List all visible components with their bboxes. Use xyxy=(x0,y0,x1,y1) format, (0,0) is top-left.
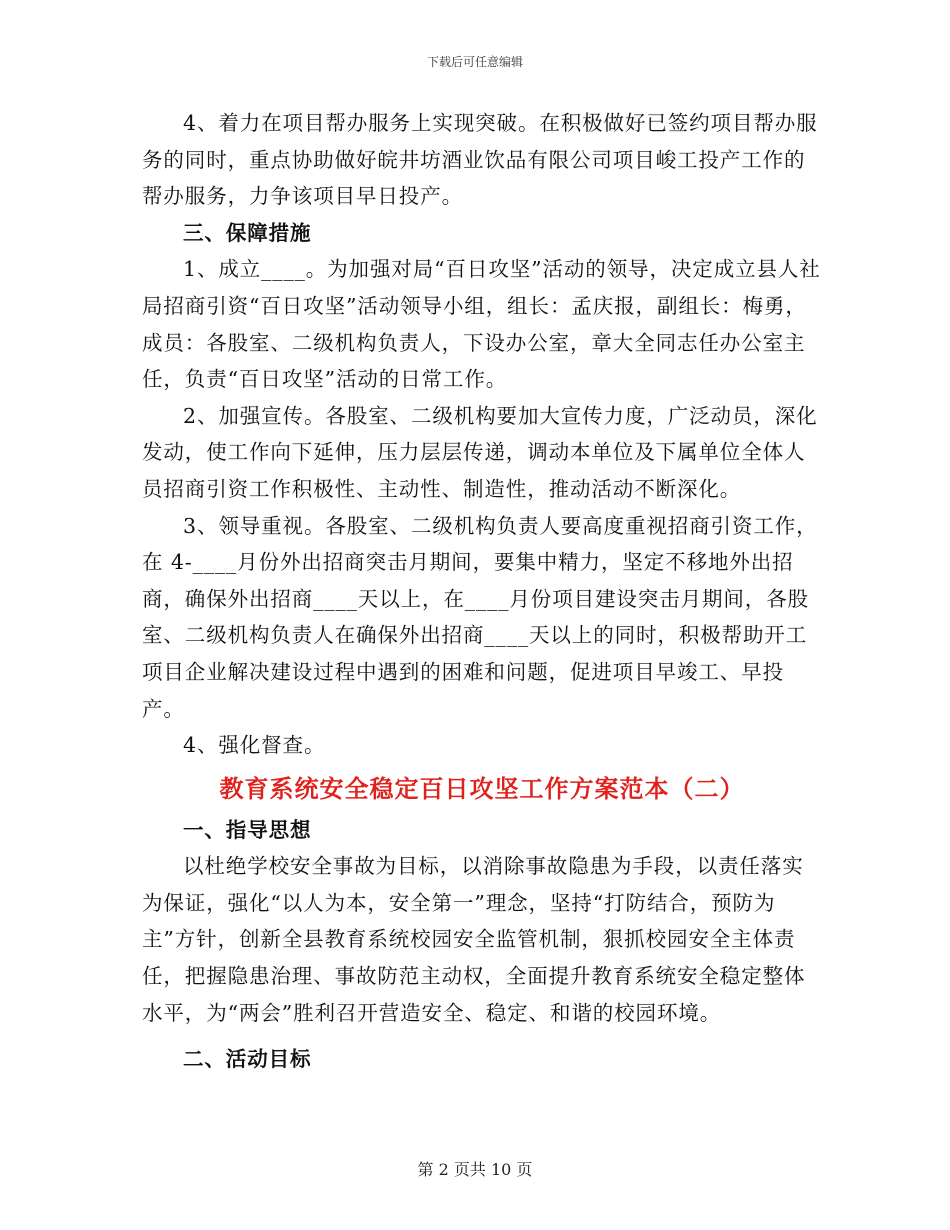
paragraph-leadership: 3、领导重视。各股室、二级机构负责人要高度重视招商引资工作，在 4-____月份外出招商突击月期间，要集中精力，坚定不移地外出招商，确保外出招商____天以上，在____月份项目建设突击月期间，各股室、二级机构负责人在确保外出招商____天以上的同时，积极帮助开工项目企业解决建设过程中遇到的困难和问题，促进项目早竣工、早投产。 xyxy=(142,513,818,721)
paragraph-item-4: 4、着力在项目帮办服务上实现突破。在积极做好已签约项目帮办服务的同时，重点协助做好皖井坊酒业饮品有限公司项目峻工投产工作的帮办服务，力争该项目早日投产。 xyxy=(142,111,818,209)
section-heading-activity-goals: 二、活动目标 xyxy=(183,1047,312,1072)
page-header: 下载后可任意编辑 xyxy=(426,55,523,69)
paragraph-publicity: 2、加强宣传。各股室、二级机构要加大宣传力度，广泛动员，深化发动，使工作向下延伸，压力层层传递，调动本单位及下属单位全体人员招商引资工作积极性、主动性、制造性，推动活动不断深化。 xyxy=(142,403,818,501)
page-footer: 第 2 页共 10 页 xyxy=(417,1160,533,1179)
document-title: 教育系统安全稳定百日攻坚工作方案范本（二） xyxy=(219,773,745,803)
spacer xyxy=(142,1031,822,1041)
paragraph-establish: 1、成立____。为加强对局“百日攻坚”活动的领导，决定成立县人社局招商引资“百日攻坚”活动领导小组，组长：孟庆报，副组长：梅勇，成员：各股室、二级机构负责人，下设办公室，章大全同志任办公室主任，负责“百日攻坚”活动的日常工作。 xyxy=(142,257,821,392)
section-heading-safeguards: 三、保障措施 xyxy=(183,220,312,245)
document-body xyxy=(142,105,822,1078)
paragraph-supervision: 4、强化督查。 xyxy=(183,733,326,758)
paragraph-guiding-ideology: 以杜绝学校安全事故为目标，以消除事故隐患为手段，以责任落实为保证，强化“以人为本，安全第一”理念，坚持“打防结合，预防为主”方针，创新全县教育系统校园安全监管机制，狠抓校园安全主体责任，把握隐患治理、事故防范主动权，全面提升教育系统安全稳定整体水平，为“两会”胜利召开营造安全、稳定、和谐的校园环境。 xyxy=(142,854,806,1025)
section-heading-guiding-ideology: 一、指导思想 xyxy=(183,817,312,842)
